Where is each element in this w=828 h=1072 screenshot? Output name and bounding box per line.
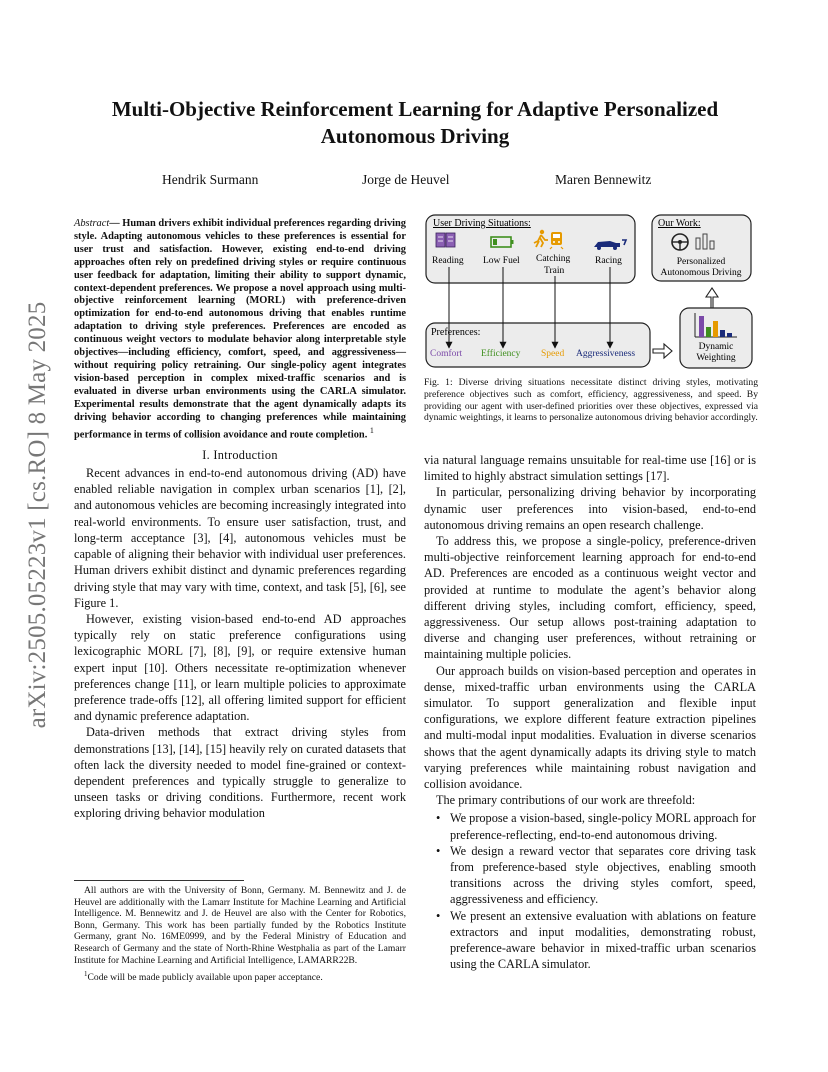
footnote-code-mark: 1 xyxy=(84,970,88,979)
pref-aggressiveness: Aggressiveness xyxy=(576,349,636,359)
abstract-footnote-mark: 1 xyxy=(369,425,374,435)
our-work-text-1: Personalized xyxy=(676,257,726,267)
situation-catching: Catching xyxy=(536,254,571,264)
author-3: Maren Bennewitz xyxy=(555,172,652,187)
contribution-list xyxy=(424,810,756,972)
left-column xyxy=(74,218,406,822)
preferences-label: Preferences: xyxy=(431,327,481,338)
abstract-label: Abstract xyxy=(74,218,110,229)
right-paragraph-2: In particular, personalizing driving behavior by incorporating dynamic user preferences into vision-based, end-to-end autonomous driving remains an open research challenge. xyxy=(424,485,756,532)
footnote-rule xyxy=(74,880,244,881)
contribution-1: • We propose a vision-based, single-policy MORL approach for preference-reflecting, end-to-end autonomous driving. xyxy=(424,810,756,842)
author-2: Jorge de Heuvel xyxy=(362,172,450,187)
intro-paragraph-2: However, existing vision-based end-to-end AD approaches typically rely on static preference configurations using lexicographic MORL [7], [8], [9], or require extensive human expert input [10]. Others necessitate re-optimization whenever preferences change [11], or learn multiple policies to approximate preference trade-offs [12], all offering limited support for efficient and dynamic preference adaptation. xyxy=(74,611,406,724)
abstract xyxy=(74,218,406,442)
pref-comfort: Comfort xyxy=(430,349,463,359)
right-arrow-icon xyxy=(653,344,672,358)
right-paragraph-5: The primary contributions of our work are threefold: xyxy=(436,793,696,808)
situation-racing: Racing xyxy=(595,256,622,266)
right-column xyxy=(424,452,756,973)
author-1: Hendrik Surmann xyxy=(162,172,259,187)
contribution-2: • We design a reward vector that separates core driving task from preference-based style objectives, enabling smooth transitions across the driving styles comfort, speed, aggressiveness and efficiency. xyxy=(424,843,756,908)
pref-efficiency: Efficiency xyxy=(481,349,521,359)
paper-title: Multi-Objective Reinforcement Learning for Adaptive Personalized Autonomous Driving xyxy=(111,97,719,148)
our-work-text-2: Autonomous Driving xyxy=(660,268,742,278)
arxiv-identifier xyxy=(18,285,58,745)
right-paragraph-4: Our approach builds on vision-based perception and operates in dense, mixed-traffic urban environments using the CARLA simulator. To support generalization and flexible input configurations, we explore different feature extraction pipelines and multi-modal input modalities. Evaluation in diverse scenarios shows that the agent dynamically adapts its driving style to match varying preferences while maintaining robust navigation and collision avoidance. xyxy=(424,663,756,792)
right-paragraph-1: via natural language remains unsuitable for real-time use [16] or is limited to highly abstract simulation settings [17]. xyxy=(424,453,756,484)
weighting-text-2: Weighting xyxy=(696,353,736,363)
right-paragraph-3: To address this, we propose a single-policy, preference-driven multi-objective reinforcement learning approach for end-to-end AD. Preferences are encoded as a continuous weight vector and provided at runtime to modulate the agent’s behavior along different driving styles, including comfort, efficiency, speed, aggressiveness. Our setup allows post-training adaptation to diverse and changing user preferences, without retraining or maintaining multiple policies. xyxy=(424,534,756,662)
footnotes xyxy=(74,880,406,984)
intro-paragraph-3: Data-driven methods that extract driving styles from demonstrations [13], [14], [15] heavily rely on curated datasets that often lack the diversity needed to model fine-grained or context-dependent preferences and typically struggle to generalize to unseen tasks or driving conditions. Furthermore, recent work exploring driving behavior modulation xyxy=(74,725,406,821)
pref-speed: Speed xyxy=(541,349,565,359)
footnote-code: Code will be made publicly available upon paper acceptance. xyxy=(87,972,323,984)
footnote-affiliation: All authors are with the University of Bonn, Germany. M. Bennewitz and J. de Heuvel are additionally with the Lamarr Institute for Machine Learning and Artificial Intelligence. M. Bennewitz and J. de Heuvel are also with the Center for Robotics, Bonn, Germany. This work has been partially funded by the Robotics Institute Germany, grant No. 16ME0999, and by the Federal Ministry of Education and Research of Germany and the state of North-Rhine Westphalia as part of the Lamarr Institute for Machine Learning and Artificial Intelligence, LAMARR22B. xyxy=(74,885,406,966)
situation-low-fuel: Low Fuel xyxy=(483,256,520,266)
intro-paragraph-1: Recent advances in end-to-end autonomous driving (AD) have enabled reliable navigation in complex urban scenarios [1], [2], and autonomous vehicles are becoming increasingly integrated into real-world environments. To ensure user satisfaction, trust, and long-term acceptance [3], [4], autonomous vehicles must be capable of aligning their behavior with individual user preferences. Human drivers exhibit distinct and dynamic preferences regarding driving style that may vary with time, context, and task [5], [6], see Figure 1. xyxy=(74,466,406,610)
contribution-3: • We present an extensive evaluation with ablations on feature extractors and input modalities, demonstrating robust, preference-aware behavior in mixed-traffic urban scenarios using the CARLA simulator. xyxy=(424,908,756,973)
up-arrow-icon xyxy=(706,288,718,308)
situations-label: User Driving Situations: xyxy=(433,218,531,229)
abstract-text: — Human drivers exhibit individual preferences regarding driving style. Adapting autonomous vehicles to these preferences is essential for user trust and satisfaction. However, existing end-to-end driving approaches often rely on predefined driving styles or require continuous user feedback for adaptation, limiting their ability to support dynamic, context-dependent preferences. We propose a novel approach using multi-objective reinforcement learning (MORL) with preference-driven optimization for end-to-end autonomous driving that enables runtime adaptation to driving style preferences. Preferences are encoded as continuous weight vectors to modulate behavior along interpretable style objectives—including efficiency, comfort, speed, and aggressiveness—without requiring policy retraining. Our single-policy agent integrates vision-based perception in complex mixed-traffic scenarios and is evaluated in diverse urban environments using the CARLA simulator. Experimental results demonstrate that the agent dynamically adapts its driving behavior according to changing preferences while maintaining performance in terms of collision avoidance and route completion. xyxy=(74,218,406,440)
figure-1-caption: Fig. 1: Diverse driving situations necessitate distinct driving styles, motivating preference objectives such as comfort, efficiency, aggressiveness, and speed. By providing our agent with user-defined priorities over these objectives, expressed via dynamic weightings, it learns to personalize autonomous driving behavior accordingly. xyxy=(424,377,758,424)
situation-reading: Reading xyxy=(432,256,464,266)
figure-1-diagram xyxy=(424,212,758,372)
weighting-text-1: Dynamic xyxy=(698,342,734,352)
situation-train: Train xyxy=(544,266,565,276)
section-heading-introduction: I. Introduction xyxy=(202,447,278,462)
arxiv-identifier-text: arXiv:2505.05223v1 [cs.RO] 8 May 2025 xyxy=(24,301,51,729)
our-work-label: Our Work: xyxy=(658,218,701,229)
